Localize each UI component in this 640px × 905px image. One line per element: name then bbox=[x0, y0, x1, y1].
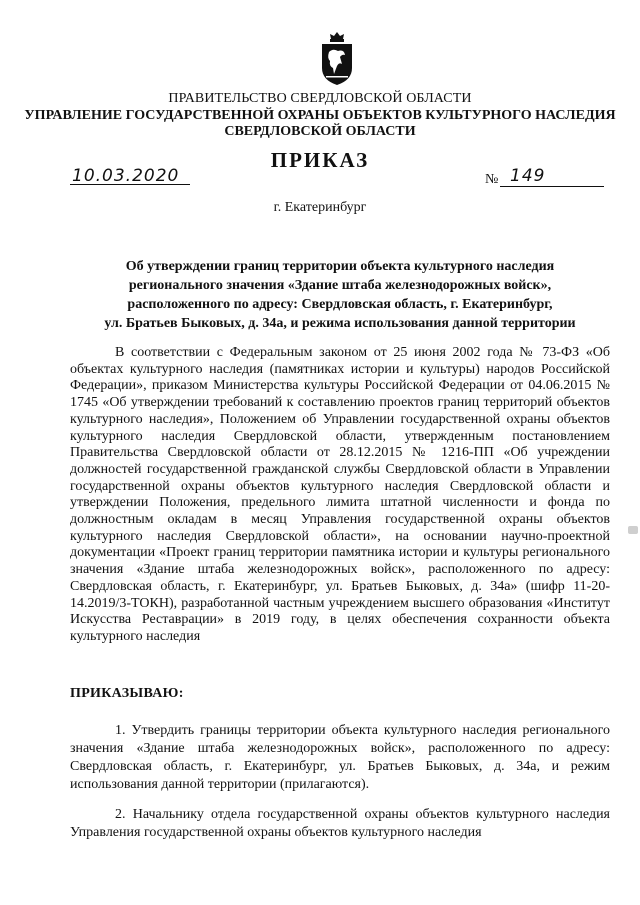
order-item-1: 1. Утвердить границы территории объекта культурного наследия регионального значения «Здание штаба железнодорожных войск», расположенного по адресу: Свердловская область, г. Екатеринбург, ул. Братьев Быковых, д. 34а, и режим использования данной территории (прилагаются). bbox=[70, 723, 610, 792]
department-line-2: СВЕРДЛОВСКОЙ ОБЛАСТИ bbox=[224, 124, 416, 139]
coat-of-arms-icon bbox=[318, 30, 356, 86]
orders-heading: ПРИКАЗЫВАЮ: bbox=[70, 686, 184, 701]
order-item-2: 2. Начальнику отдела государственной охраны объектов культурного наследия Управления государственной охраны объектов культурного наследия bbox=[70, 807, 610, 840]
department-name bbox=[0, 108, 640, 140]
subject-line-1: Об утверждении границ территории объекта культурного наследия bbox=[125, 259, 555, 274]
subject-line-4: ул. Братьев Быковых, д. 34а, и режима использования данной территории bbox=[104, 316, 576, 331]
document-type: ПРИКАЗ bbox=[270, 148, 370, 172]
subject-line-3: расположенного по адресу: Свердловская область, г. Екатеринбург, bbox=[127, 297, 553, 312]
number-underline bbox=[500, 186, 604, 187]
subject-line-2: регионального значения «Здание штаба железнодорожных войск», bbox=[128, 278, 552, 293]
number-label: № bbox=[485, 172, 499, 187]
city: г. Екатеринбург bbox=[273, 200, 367, 215]
preamble-paragraph: В соответствии с Федеральным законом от 25 июня 2002 года № 73-ФЗ «Об объектах культурного наследия (памятниках истории и культуры) народов Российской Федерации», приказом Министерства культуры Российской Федерации от 04.06.2015 № 1745 «Об утверждении требований к составлению проектов границ территорий объектов культурного наследия», Положением об Управлении государственной охраны объектов культурного наследия Свердловской области, утвержденным постановлением Правительства Свердловской области от 28.12.2015 № 1216-ПП «Об учреждении должностей государственной гражданской службы Свердловской области в Управлении государственной охраны объектов культурного наследия Свердловской области и утверждении Положения, предельного лимита штатной численности и фонда по должностным окладам в месяц Управления государственной охраны объектов культурного наследия Свердловской области», на основании научно-проектной документации «Проект границ территории памятника истории и культуры регионального значения «Здание штаба железнодорожных войск», расположенного по адресу: Свердловская область, г. Екатеринбург, ул. Братьев Быковых, д. 34а» (шифр 11-20-14.2019/3-ТОКН), разработанной частным учреждением высшего образования «Институт Искусства Реставрации» в 2019 году, в целях обеспечения сохранности объекта культурного наследия bbox=[70, 345, 610, 644]
order-subject bbox=[70, 257, 610, 333]
handwritten-number: 149 bbox=[510, 166, 546, 186]
government-name: ПРАВИТЕЛЬСТВО СВЕРДЛОВСКОЙ ОБЛАСТИ bbox=[168, 91, 472, 106]
department-line-1: УПРАВЛЕНИЕ ГОСУДАРСТВЕННОЙ ОХРАНЫ ОБЪЕКТОВ КУЛЬТУРНОГО НАСЛЕДИЯ bbox=[24, 108, 616, 123]
scan-mark bbox=[628, 526, 638, 534]
date-underline bbox=[70, 184, 190, 185]
handwritten-date: 10.03.2020 bbox=[72, 166, 180, 186]
